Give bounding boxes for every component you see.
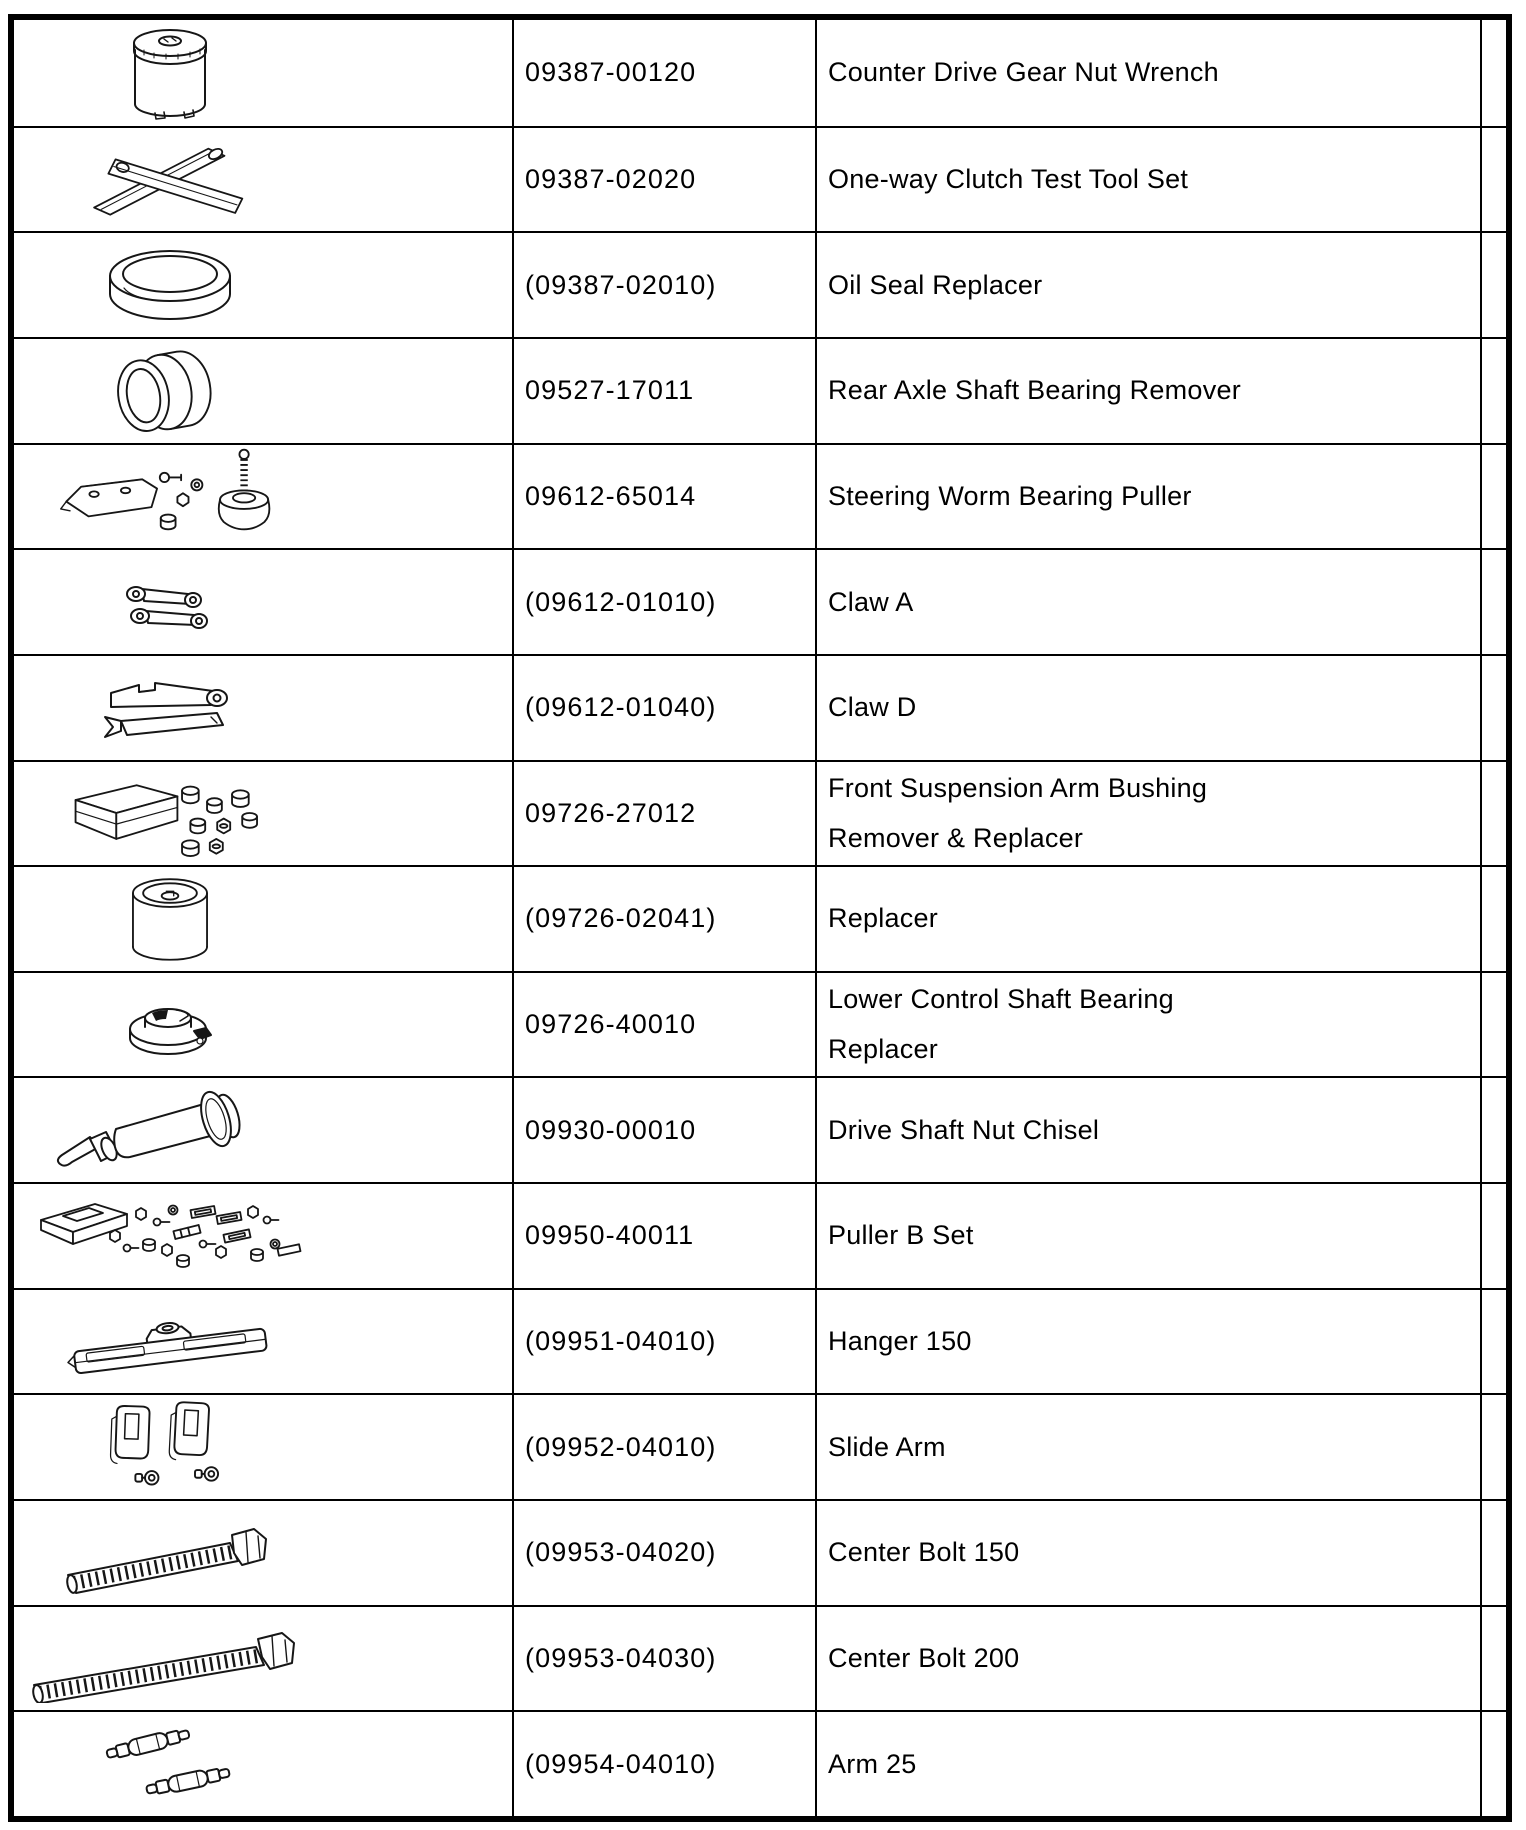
table-row — [14, 971, 1506, 1077]
part-number: (09726-02041) — [525, 903, 717, 934]
table-row — [14, 548, 1506, 654]
spacer-cell — [1480, 1078, 1506, 1182]
tool-illustration-cell — [14, 550, 512, 654]
clutch-test-tools-icon — [20, 129, 320, 229]
description-line: Remover & Replacer — [828, 822, 1084, 853]
part-number-cell — [512, 762, 815, 866]
hanger-bar-icon — [20, 1296, 320, 1388]
spacer-cell — [1480, 20, 1506, 126]
nut-chisel-icon — [20, 1087, 320, 1173]
part-number: (09951-04010) — [525, 1326, 717, 1357]
table-row — [14, 654, 1506, 760]
socket-tool-icon — [20, 23, 320, 123]
tool-illustration-cell — [14, 445, 512, 549]
part-number: 09527-17011 — [525, 375, 695, 406]
part-number: 09930-00010 — [525, 1114, 697, 1145]
description-cell — [815, 1607, 1480, 1711]
part-number-cell — [512, 1712, 815, 1816]
part-number: (09612-01040) — [525, 692, 717, 723]
description-line: One-way Clutch Test Tool Set — [828, 163, 1189, 194]
claw-d-icon — [20, 667, 320, 749]
spacer-cell — [1480, 762, 1506, 866]
slide-arm-blocks-icon — [20, 1397, 320, 1497]
part-number: (09952-04010) — [525, 1431, 717, 1462]
part-number: (09954-04010) — [525, 1748, 717, 1779]
description-line: Claw A — [828, 586, 914, 617]
description-line: Front Suspension Arm Bushing — [828, 772, 1208, 803]
description-line: Lower Control Shaft Bearing — [828, 984, 1174, 1015]
tool-illustration-cell — [14, 1501, 512, 1605]
spacer-cell — [1480, 656, 1506, 760]
spacer-cell — [1480, 1395, 1506, 1499]
claw-a-icon — [20, 566, 320, 638]
description-cell — [815, 1712, 1480, 1816]
part-number: 09612-65014 — [525, 480, 697, 511]
part-number-cell — [512, 20, 815, 126]
spacer-cell — [1480, 867, 1506, 971]
spacer-cell — [1480, 1607, 1506, 1711]
tool-illustration-cell — [14, 339, 512, 443]
table-row — [14, 1605, 1506, 1711]
description-line: Replacer — [828, 903, 939, 934]
description-cell — [815, 20, 1480, 126]
part-number: 09387-02020 — [525, 163, 697, 194]
table-row — [14, 1393, 1506, 1499]
replacer-cup-icon — [20, 869, 320, 969]
tool-illustration-cell — [14, 20, 512, 126]
center-bolt-short-icon — [20, 1509, 320, 1597]
part-number-cell — [512, 233, 815, 337]
description-line: Claw D — [828, 692, 917, 723]
description-cell — [815, 867, 1480, 971]
worm-puller-kit-icon — [20, 446, 320, 546]
description-line: Center Bolt 200 — [828, 1643, 1020, 1674]
spacer-cell — [1480, 233, 1506, 337]
table-row — [14, 1288, 1506, 1394]
part-number: (09953-04030) — [525, 1643, 717, 1674]
tool-illustration-cell — [14, 233, 512, 337]
part-number: 09726-40010 — [525, 1009, 697, 1040]
spacer-cell — [1480, 1184, 1506, 1288]
description-line: Center Bolt 150 — [828, 1537, 1020, 1568]
part-number-cell — [512, 1290, 815, 1394]
part-number-cell — [512, 1184, 815, 1288]
sst-tool-table — [8, 14, 1512, 1822]
part-number-cell — [512, 339, 815, 443]
description-line: Arm 25 — [828, 1748, 917, 1779]
part-number: 09726-27012 — [525, 797, 697, 828]
spacer-cell — [1480, 1501, 1506, 1605]
bearing-sleeve-icon — [20, 341, 320, 441]
description-line: Puller B Set — [828, 1220, 974, 1251]
tool-illustration-cell — [14, 1290, 512, 1394]
table-row — [14, 337, 1506, 443]
description-cell — [815, 1395, 1480, 1499]
description-line: Replacer — [828, 1034, 939, 1065]
table-row — [14, 1710, 1506, 1816]
description-cell — [815, 128, 1480, 232]
tool-illustration-cell — [14, 128, 512, 232]
part-number: (09387-02010) — [525, 269, 717, 300]
tool-illustration-cell — [14, 1395, 512, 1499]
part-number: 09950-40011 — [525, 1220, 695, 1251]
description-line: Drive Shaft Nut Chisel — [828, 1114, 1100, 1145]
part-number-cell — [512, 973, 815, 1077]
description-cell — [815, 1290, 1480, 1394]
description-cell — [815, 1184, 1480, 1288]
part-number-cell — [512, 1395, 815, 1499]
table-row — [14, 1182, 1506, 1288]
spacer-cell — [1480, 445, 1506, 549]
table-row — [14, 231, 1506, 337]
tool-illustration-cell — [14, 656, 512, 760]
description-line: Steering Worm Bearing Puller — [828, 480, 1192, 511]
table-row — [14, 1499, 1506, 1605]
description-cell — [815, 656, 1480, 760]
description-cell — [815, 973, 1480, 1077]
part-number-cell — [512, 128, 815, 232]
part-number-cell — [512, 1078, 815, 1182]
tool-illustration-cell — [14, 1078, 512, 1182]
description-cell — [815, 445, 1480, 549]
spacer-cell — [1480, 973, 1506, 1077]
seal-ring-icon — [20, 239, 320, 331]
part-number: (09612-01010) — [525, 586, 717, 617]
table-row — [14, 1076, 1506, 1182]
part-number-cell — [512, 445, 815, 549]
tool-illustration-cell — [14, 762, 512, 866]
table-row — [14, 865, 1506, 971]
table-row — [14, 126, 1506, 232]
part-number: 09387-00120 — [525, 57, 697, 88]
tool-illustration-cell — [14, 973, 512, 1077]
spacer-cell — [1480, 1290, 1506, 1394]
description-line: Rear Axle Shaft Bearing Remover — [828, 375, 1241, 406]
description-line: Slide Arm — [828, 1431, 946, 1462]
part-number: (09953-04020) — [525, 1537, 717, 1568]
puller-b-set-icon — [20, 1186, 320, 1286]
table-row — [14, 20, 1506, 126]
tool-illustration-cell — [14, 867, 512, 971]
center-bolt-long-icon — [20, 1615, 320, 1703]
description-cell — [815, 339, 1480, 443]
spacer-cell — [1480, 1712, 1506, 1816]
part-number-cell — [512, 656, 815, 760]
tool-illustration-cell — [14, 1184, 512, 1288]
description-cell — [815, 762, 1480, 866]
description-line: Hanger 150 — [828, 1326, 972, 1357]
tool-illustration-cell — [14, 1607, 512, 1711]
part-number-cell — [512, 1501, 815, 1605]
spacer-cell — [1480, 128, 1506, 232]
description-cell — [815, 233, 1480, 337]
description-cell — [815, 1501, 1480, 1605]
arm-pins-icon — [20, 1718, 320, 1810]
tool-illustration-cell — [14, 1712, 512, 1816]
description-cell — [815, 550, 1480, 654]
part-number-cell — [512, 550, 815, 654]
description-line: Counter Drive Gear Nut Wrench — [828, 57, 1219, 88]
spacer-cell — [1480, 339, 1506, 443]
description-cell — [815, 1078, 1480, 1182]
part-number-cell — [512, 867, 815, 971]
part-number-cell — [512, 1607, 815, 1711]
spacer-cell — [1480, 550, 1506, 654]
description-line: Oil Seal Replacer — [828, 269, 1043, 300]
table-row — [14, 443, 1506, 549]
bearing-collar-icon — [20, 989, 320, 1061]
table-row — [14, 760, 1506, 866]
bushing-kit-icon — [20, 763, 320, 863]
